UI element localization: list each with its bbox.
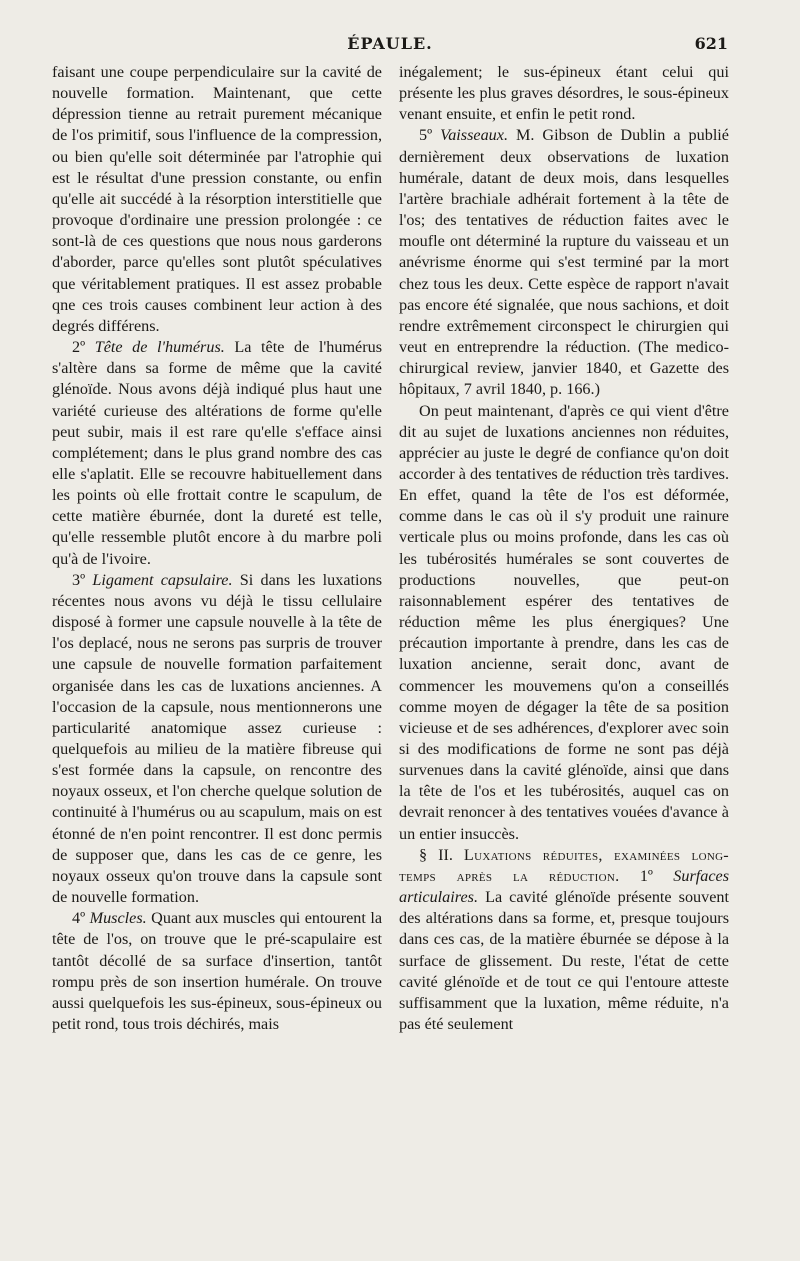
paragraph-text: M. Gibson de Dublin a publié dernièrement deux observations de luxation humérale, datant de deux mois, dans lesquelles l'artère brachiale adhérait fortement à la tête de l'os; des tentatives de réduction faites avec le moufle ont déterminé la rupture du vaisseau et un anévrisme énorme qui s'est terminé par la mort chez tous les deux. Cette espèce de rapport n'avait pas encore été signalée, que nous sachions, et doit rendre extrêmement circonspect le chirurgien qui veut en entreprendre la réduction. (The medico-chirurgical review, janvier 1840, et Gazette des hôpitaux, 7 avril 1840, p. 166.) bbox=[399, 126, 729, 399]
paragraph-text: faisant une coupe perpendiculaire sur la cavité de nouvelle formation. Maintenant, que cette dépression tienne au retrait purement mécanique de l'os primitif, sous l'influence de la compression, ou bien qu'elle soit déterminée par l'atrophie qui est le résultat d'une pression constante, ou enfin qu'elle ait succédé à la résorption interstitielle que provoque d'ordinaire une pression prolongée : ce sont-là de ces questions que nous nous garderons d'aborder, parce qu'elles sont plutôt spéculatives que véritablement pratiques. Il est assez probable qne ces trois causes combinent leur action à des degrés différens. bbox=[52, 63, 382, 335]
subsection-heading: Surfaces articulaires. bbox=[399, 866, 730, 907]
paragraph-text: La tête de l'humérus s'altère dans sa forme de même que la cavité glénoïde. Nous avons déjà indiqué plus haut une variété curieuse des altérations de forme qu'elle peut subir, mais il est rare qu'elle s'efface ainsi complétement; dans le plus grand nombre des cas elle s'aplatit. Elle se recouvre habituellement dans les points où elle frottait contre le scapulum, de cette matière éburnée, dont la dureté est telle, qu'elle ressemble plutôt encore à du marbre poli qu'à de l'ivoire. bbox=[52, 338, 383, 568]
paragraph-text: Quant aux muscles qui entourent la tête de l'os, on trouve que le pré-scapulaire est tantôt décollé de sa surface d'insertion, tantôt rompu près de son insertion humérale. On trouve aussi quelquefois les sus-épineux, sous-épineux ou petit rond, tous trois déchirés, mais bbox=[52, 909, 383, 1034]
paragraph-number: 1º bbox=[639, 866, 653, 885]
paragraph bbox=[52, 337, 382, 570]
paragraph-text: On peut maintenant, d'après ce qui vient d'être dit au sujet de luxations anciennes non réduites, apprécier au juste le degré de confiance qu'on doit accorder à des tentatives de réduction très tardives. En effet, quand la tête de l'os est déformée, comme dans le cas où il s'y produit une rainure verticale plus ou moins profonde, dans les cas où les tubérosités humérales se sont couvertes de productions nouvelles, que peut-on raisonnablement espérer des tentatives de réduction même les plus énergiques? Une précaution importante à prendre, dans les cas de luxation ancienne, serait donc, avant de commencer les mouvemens qu'on a conseillés comme moyen de dégager la tête de sa position vicieuse et de ses adhérences, d'explorer avec soin si des modifications de forme ne sont pas déjà survenues dans la cavité glénoïde, ainsi que dans la tête de l'os et les tubérosités, auquel cas on devrait renoncer à des tentatives vouées d'avance à un entier insuccès. bbox=[399, 401, 729, 843]
running-head bbox=[52, 34, 728, 56]
paragraph-number: 3º bbox=[72, 570, 86, 589]
paragraph bbox=[399, 401, 729, 845]
page-number: 621 bbox=[694, 34, 728, 53]
paragraph-number: 4º bbox=[72, 909, 86, 928]
section-title: Luxations réduites, examinées long-temps après la réduction. bbox=[399, 845, 730, 885]
paragraph bbox=[399, 845, 729, 1035]
paragraph bbox=[52, 908, 382, 1035]
subsection-heading: Vaisseaux. bbox=[440, 126, 508, 145]
paragraph bbox=[52, 62, 382, 337]
right-column bbox=[399, 62, 729, 1035]
subsection-heading: Tête de l'humérus. bbox=[94, 338, 225, 357]
paragraph bbox=[399, 125, 729, 400]
paragraph-number: 2º bbox=[72, 338, 86, 357]
paragraph bbox=[52, 570, 382, 909]
paragraph-text: Si dans les luxations récentes nous avons vu déjà le tissu cellulaire disposé à former une capsule nouvelle à la tête de l'os deplacé, nous ne serons pas surpris de trouver une capsule de nouvelle formation parfaitement organisée dans les cas de luxations anciennes. A l'occasion de la capsule, nous mentionnerons une particularité anatomique assez curieuse : quelquefois au milieu de la matière fibreuse qui s'est formée dans la capsule, on rencontre des noyaux osseux, et l'on cherche quelque solution de continuité à l'humérus ou au scapulum, mais on est étonné de n'en point rencontrer. Il est donc permis de supposer que, dans les cas de ce genre, les noyaux osseux qu'on trouve dans la capsule sont de nouvelle formation. bbox=[52, 570, 382, 907]
paragraph-number: 5º bbox=[419, 126, 433, 145]
paragraph-text: inégalement; le sus-épineux étant celui qui présente les plus graves désordres, le sous-épineux venant ensuite, et enfin le petit rond. bbox=[399, 63, 729, 124]
paragraph bbox=[399, 62, 729, 125]
left-column bbox=[52, 62, 382, 1035]
subsection-heading: Ligament capsulaire. bbox=[92, 570, 233, 589]
subsection-heading: Muscles. bbox=[89, 909, 147, 928]
page-title: ÉPAULE. bbox=[347, 34, 433, 53]
section-number: § II. bbox=[419, 845, 453, 864]
paragraph-text: La cavité glénoïde présente souvent des altérations dans sa forme, et, presque toujours dans ces cas, de la matière éburnée se dépose à la surface de glissement. Du reste, l'état de cette cavité glénoïde et de tout ce qui l'entoure atteste suffisamment que la luxation, même réduite, n'a pas été seulement bbox=[399, 888, 730, 1034]
